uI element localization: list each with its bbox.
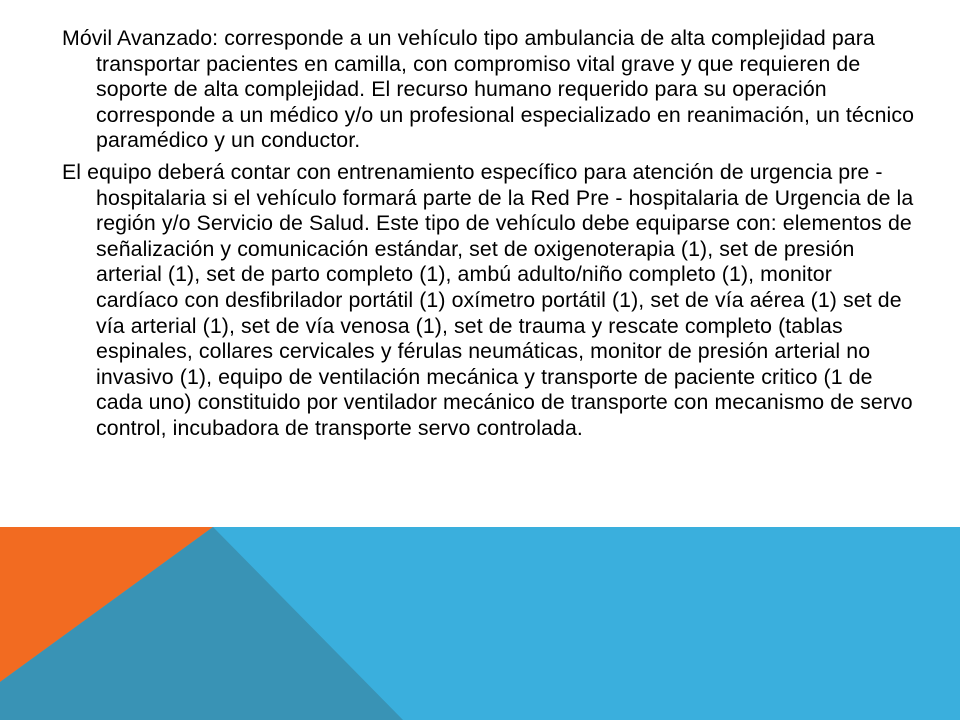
slide-body — [62, 26, 920, 448]
paragraph-movil-avanzado: Móvil Avanzado: corresponde a un vehículo tipo ambulancia de alta complejidad para transportar pacientes en camilla, con compromiso vital grave y que requieren de soporte de alta complejidad. El recurso humano requerido para su operación corresponde a un médico y/o un profesional especializado en reanimación, un técnico paramédico y un conductor. — [62, 26, 915, 153]
paragraph-equipo: El equipo deberá contar con entrenamiento específico para atención de urgencia pre - hospitalaria si el vehículo formará parte de la Red Pre - hospitalaria de Urgencia de la región y/o Servicio de Salud. Este tipo de vehículo debe equiparse con: elementos de señalización y comunicación estándar, set de oxigenoterapia (1), set de presión arterial (1), set de parto completo (1), ambú adulto/niño completo (1), monitor cardíaco con desfibrilador portátil (1) oxímetro portátil (1), set de vía aérea (1) set de vía arterial (1), set de vía venosa (1), set de trauma y rescate completo (tablas espinales, collares cervicales y férulas neumáticas, monitor de presión arterial no invasivo (1), equipo de ventilación mecánica y transporte de paciente critico (1 de cada uno) constituido por ventilador mecánico de transporte con mecanismo de servo control, incubadora de transporte servo controlada. — [62, 159, 914, 440]
